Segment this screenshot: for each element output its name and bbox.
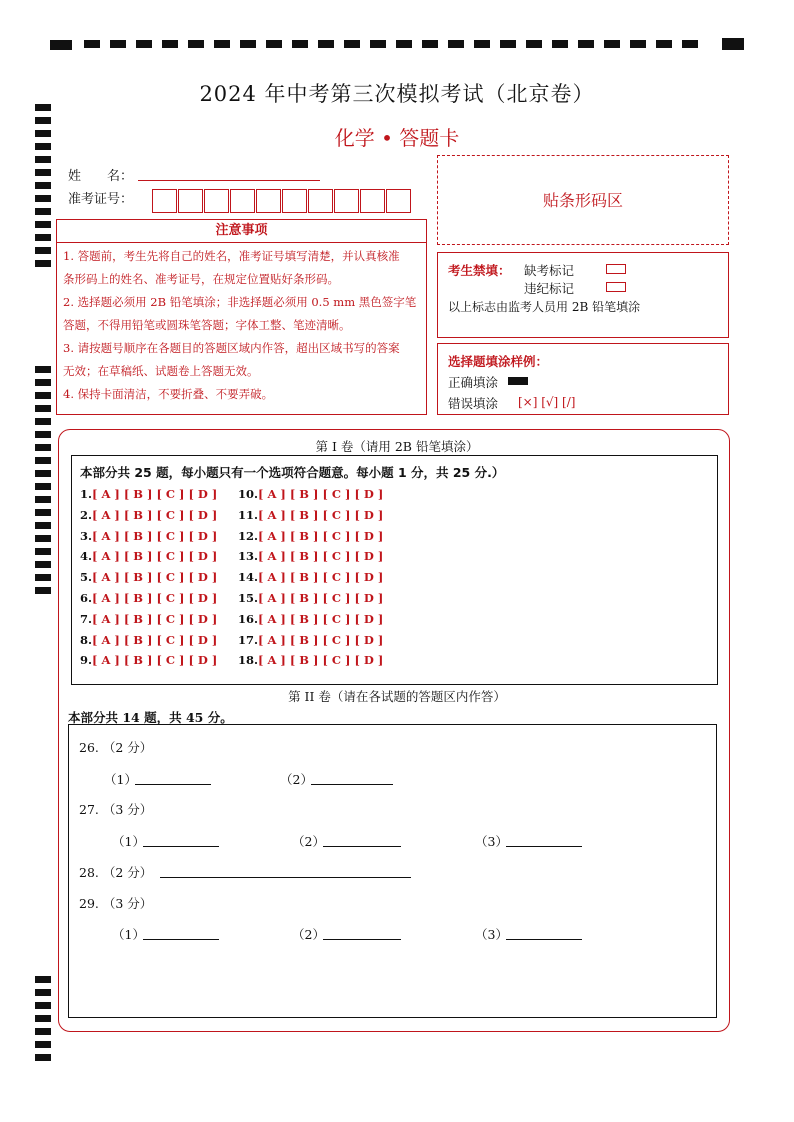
q26-sub1-label: （1）: [104, 772, 137, 787]
mcq-options[interactable]: [ A ] [ B ] [ C ] [ D ]: [258, 591, 384, 605]
mcq-options[interactable]: [ A ] [ B ] [ C ] [ D ]: [258, 653, 384, 668]
mcq-question-number: 10.: [238, 487, 259, 501]
mcq-options[interactable]: [ A ] [ B ] [ C ] [ D ]: [258, 632, 384, 647]
q27-sub2-label: （2）: [292, 834, 325, 849]
violation-label: 违纪标记: [524, 281, 575, 296]
q26-sub1-blank[interactable]: [135, 784, 211, 785]
q27-label: 27. （3 分）: [79, 802, 153, 817]
part2-box: [68, 724, 717, 1018]
q27-sub1-label: （1）: [112, 834, 145, 849]
forbidden-label: 考生禁填：: [448, 263, 511, 278]
mcq-options[interactable]: [ A ] [ B ] [ C ] [ D ]: [258, 507, 384, 522]
q27-sub1-blank[interactable]: [143, 846, 219, 847]
mcq-question-number: 15.: [238, 591, 259, 605]
part1-title: 第 I 卷（请用 2B 铅笔填涂）: [315, 439, 479, 454]
mcq-question[interactable]: [238, 633, 383, 647]
notes-line: 1. 答题前，考生先将自己的姓名，准考证号填写清楚，并认真核准: [63, 249, 400, 263]
mcq-question-number: 4.: [80, 549, 93, 564]
notes-box: [56, 219, 427, 415]
mcq-question[interactable]: [238, 529, 383, 543]
mcq-options[interactable]: [ A ] [ B ] [ C ] [ D ]: [258, 528, 384, 543]
mcq-options[interactable]: [ A ] [ B ] [ C ] [ D ]: [258, 611, 384, 626]
q29-sub1-label: （1）: [112, 927, 145, 942]
mcq-options[interactable]: [ A ] [ B ] [ C ] [ D ]: [258, 487, 384, 501]
mcq-question-number: 6.: [80, 591, 93, 605]
notes-line: 答题，不得用铅笔或圆珠笔答题；字体工整、笔迹清晰。: [63, 318, 351, 332]
q29-sub3-label: （3）: [475, 927, 508, 942]
q27-sub3-blank[interactable]: [506, 846, 582, 847]
q26-sub2-label: （2）: [280, 772, 313, 787]
mcq-options[interactable]: [ A ] [ B ] [ C ] [ D ]: [92, 570, 218, 585]
mcq-question[interactable]: [238, 653, 383, 667]
notes-line: 4. 保持卡面清洁，不要折叠、不要弄破。: [63, 387, 274, 401]
example-box: [437, 343, 729, 415]
absent-checkbox[interactable]: [606, 264, 626, 274]
mcq-question[interactable]: [80, 487, 217, 501]
mcq-options[interactable]: [ A ] [ B ] [ C ] [ D ]: [92, 611, 218, 626]
mcq-question[interactable]: [80, 633, 217, 647]
part2-intro: 本部分共 14 题，共 45 分。: [68, 710, 233, 725]
barcode-area: [437, 155, 729, 245]
mcq-question[interactable]: [80, 612, 217, 626]
mcq-question-number: 5.: [80, 570, 93, 585]
mcq-question-number: 11.: [238, 507, 259, 522]
q27-sub3-label: （3）: [475, 834, 508, 849]
mcq-question[interactable]: [80, 570, 217, 584]
q29-sub2-label: （2）: [292, 927, 325, 942]
mcq-question-number: 9.: [80, 653, 93, 668]
mcq-question[interactable]: [80, 653, 217, 667]
q26-label: 26. （2 分）: [79, 740, 153, 755]
q29-sub3-blank[interactable]: [506, 939, 582, 940]
mcq-question[interactable]: [238, 508, 383, 522]
mcq-question-number: 14.: [238, 570, 259, 585]
mcq-options[interactable]: [ A ] [ B ] [ C ] [ D ]: [258, 549, 384, 564]
page-title: 2024 年中考第三次模拟考试（北京卷）: [199, 82, 595, 106]
wrong-marks: [×] [√] [/]: [518, 395, 576, 409]
mcq-question[interactable]: [80, 549, 217, 563]
id-label: 准考证号：: [68, 192, 134, 207]
mcq-question-number: 17.: [238, 632, 259, 647]
mcq-question[interactable]: [80, 508, 217, 522]
barcode-label: 贴条形码区: [542, 191, 623, 210]
q28-label: 28. （2 分）: [79, 865, 153, 880]
mcq-question-number: 8.: [80, 632, 93, 647]
name-label: 姓 名：: [68, 169, 134, 184]
mcq-question[interactable]: [80, 591, 217, 605]
mcq-question[interactable]: [238, 549, 383, 563]
mcq-question[interactable]: [80, 529, 217, 543]
absent-label: 缺考标记: [524, 263, 575, 278]
mcq-question-number: 18.: [238, 653, 259, 668]
notes-heading: 注意事项: [57, 220, 426, 243]
q28-blank[interactable]: [160, 877, 411, 878]
name-field[interactable]: [138, 180, 320, 181]
mcq-question-number: 12.: [238, 528, 259, 543]
mcq-options[interactable]: [ A ] [ B ] [ C ] [ D ]: [92, 507, 218, 522]
correct-label: 正确填涂: [448, 375, 499, 390]
mcq-question[interactable]: [238, 570, 383, 584]
mcq-options[interactable]: [ A ] [ B ] [ C ] [ D ]: [92, 487, 218, 501]
correct-fill-sample: [508, 377, 528, 385]
mcq-options[interactable]: [ A ] [ B ] [ C ] [ D ]: [92, 632, 218, 647]
mcq-question[interactable]: [238, 487, 383, 501]
mcq-question-number: 13.: [238, 549, 259, 564]
notes-line: 条形码上的姓名、准考证号，在规定位置贴好条形码。: [63, 272, 339, 286]
mcq-options[interactable]: [ A ] [ B ] [ C ] [ D ]: [92, 653, 218, 668]
q27-sub2-blank[interactable]: [323, 846, 401, 847]
forbidden-box: [437, 252, 729, 338]
forbidden-note: 以上标志由监考人员用 2B 铅笔填涂: [448, 300, 641, 314]
mcq-question-number: 16.: [238, 611, 259, 626]
q26-sub2-blank[interactable]: [311, 784, 393, 785]
q29-sub2-blank[interactable]: [323, 939, 401, 940]
mcq-question-number: 2.: [80, 507, 93, 522]
mcq-question-number: 3.: [80, 528, 93, 543]
mcq-options[interactable]: [ A ] [ B ] [ C ] [ D ]: [92, 549, 218, 564]
part2-title: 第 II 卷（请在各试题的答题区内作答）: [288, 689, 506, 704]
page-subtitle: 化学 • 答题卡: [334, 126, 460, 150]
mcq-options[interactable]: [ A ] [ B ] [ C ] [ D ]: [92, 591, 218, 605]
notes-line: 3. 请按题号顺序在各题目的答题区域内作答，超出区域书写的答案: [63, 341, 400, 355]
part1-intro: 本部分共 25 题，每小题只有一个选项符合题意。每小题 1 分，共 25 分.）: [80, 465, 505, 480]
mcq-question-number: 7.: [80, 611, 93, 626]
notes-line: 2. 选择题必须用 2B 铅笔填涂；非选择题必须用 0.5 mm 黑色签字笔: [63, 295, 417, 309]
mcq-options[interactable]: [ A ] [ B ] [ C ] [ D ]: [92, 528, 218, 543]
mcq-options[interactable]: [ A ] [ B ] [ C ] [ D ]: [258, 570, 384, 585]
wrong-label: 错误填涂: [448, 396, 499, 411]
example-heading: 选择题填涂样例：: [448, 354, 549, 369]
mcq-question[interactable]: [238, 591, 383, 605]
mcq-question-number: 1.: [80, 487, 93, 501]
q29-label: 29. （3 分）: [79, 896, 153, 911]
q29-sub1-blank[interactable]: [143, 939, 219, 940]
violation-checkbox[interactable]: [606, 282, 626, 292]
mcq-question[interactable]: [238, 612, 383, 626]
notes-line: 无效；在草稿纸、试题卷上答题无效。: [63, 364, 259, 378]
